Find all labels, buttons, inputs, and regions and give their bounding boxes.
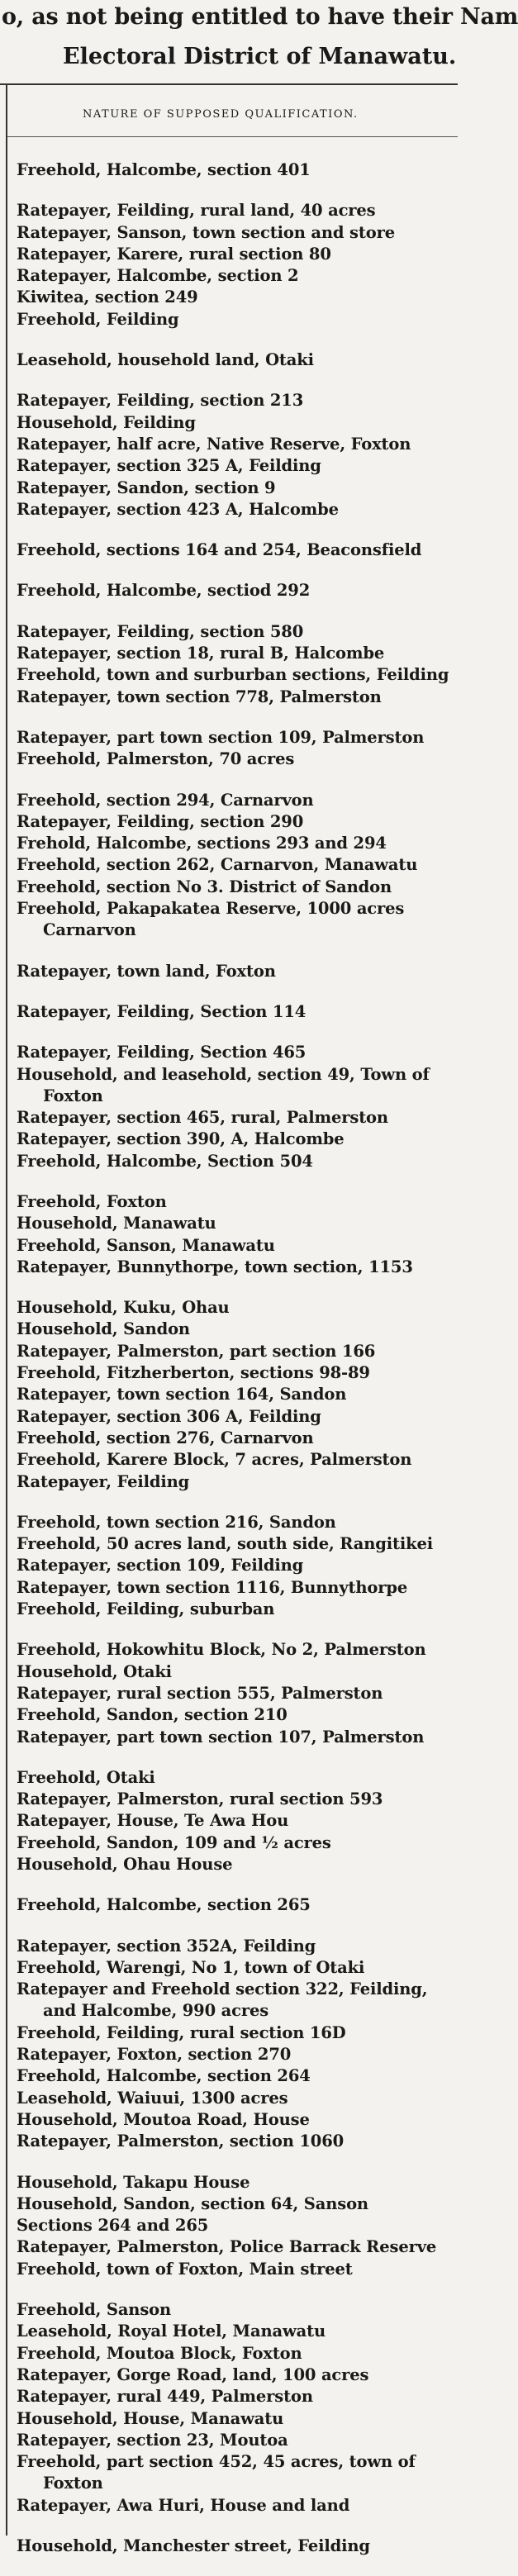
page-header-line-2: Electoral District of Manawatu.: [63, 44, 457, 69]
qualification-entry: Leasehold, Waiuui, 1300 acres: [17, 2088, 288, 2108]
qualification-entry: Leasehold, Royal Hotel, Manawatu: [17, 2322, 326, 2341]
qualification-entry: Ratepayer, part town section 107, Palmerston: [17, 1727, 425, 1747]
qualification-entry: Kiwitea, section 249: [17, 288, 198, 307]
qualification-entry: Freehold, town section 216, Sandon: [17, 1512, 336, 1532]
entry-group: [17, 539, 463, 561]
qualification-entry: Ratepayer, House, Te Awa Hou: [17, 1811, 289, 1831]
entry-group: [17, 961, 463, 982]
qualification-entry: Ratepayer, rural section 555, Palmerston: [17, 1683, 383, 1703]
qualification-entry: Ratepayer, Feilding, section 580: [17, 621, 304, 641]
entry-group: [17, 1042, 463, 1172]
qualification-entry: Ratepayer, Palmerston, rural section 593: [17, 1789, 383, 1809]
entry-group: [17, 580, 463, 601]
qualification-entry: Leasehold, household land, Otaki: [17, 350, 314, 370]
qualification-entry: Frehold, Halcombe, sections 293 and 294: [17, 834, 387, 853]
qualification-entry: Freehold, Moutoa Block, Foxton: [17, 2343, 302, 2363]
qualification-entry: Sections 264 and 265: [17, 2216, 209, 2236]
qualification-entry: Ratepayer, section 18, rural B, Halcombe: [17, 644, 385, 663]
qualification-entry: Household, Moutoa Road, House: [17, 2109, 310, 2129]
entry-group: [17, 390, 463, 520]
top-rule: [0, 83, 458, 85]
qualification-entry: Ratepayer, Karere, rural section 80: [17, 244, 331, 264]
entry-group: [17, 1936, 463, 2153]
qualification-entry: Household, Sandon, section 64, Sanson: [17, 2193, 368, 2213]
entry-group: [17, 1894, 463, 1916]
entry-group: [17, 1001, 463, 1023]
qualification-entry: Ratepayer, section 352A, Feilding: [17, 1936, 316, 1956]
column-header: NATURE OF SUPPOSED QUALIFICATION.: [83, 108, 359, 121]
qualification-entry: Ratepayer, section 306 A, Feilding: [17, 1406, 321, 1426]
qualification-entry: Household, Sandon: [17, 1319, 190, 1339]
qualification-entry: Ratepayer, Palmerston, section 1060: [17, 2132, 345, 2151]
qualification-entry: Ratepayer, section 390, A, Halcombe: [17, 1129, 345, 1149]
qualification-entry: Household, Feilding: [17, 412, 196, 432]
qualification-entry: Household, and leasehold, section 49, Town of: [17, 1064, 430, 1084]
qualification-entry: Freehold, town and surburban sections, Feilding: [17, 665, 449, 685]
qualification-entry: Ratepayer, town section 1116, Bunnythorpe: [17, 1577, 408, 1597]
qualification-entry: Freehold, Feilding: [17, 309, 179, 329]
qualification-entry: Freehold, Karere Block, 7 acres, Palmerston: [17, 1450, 412, 1470]
qualification-entry: Ratepayer, section 423 A, Halcombe: [17, 499, 339, 519]
qualification-entry: Ratepayer, half acre, Native Reserve, Foxton: [17, 434, 411, 454]
qualification-entry: Ratepayer, Halcombe, section 2: [17, 266, 299, 286]
qualification-entry: Freehold, Palmerston, 70 acres: [17, 749, 295, 769]
qualification-entry: Ratepayer, rural 449, Palmerston: [17, 2387, 313, 2407]
entry-group: [17, 159, 463, 181]
qualification-entry: and Halcombe, 990 acres: [43, 2001, 269, 2021]
entry-group: [17, 790, 463, 942]
qualification-entry: Freehold, Feilding, suburban: [17, 1599, 275, 1619]
qualification-entry: Ratepayer, Gorge Road, land, 100 acres: [17, 2365, 369, 2384]
entry-group: [17, 200, 463, 330]
qualification-entry: Freehold, 50 acres land, south side, Rangitikei: [17, 1534, 434, 1554]
qualification-entry: Freehold, Fitzherberton, sections 98-89: [17, 1363, 370, 1383]
qualification-entry: Ratepayer and Freehold section 322, Feilding,: [17, 1980, 428, 1999]
qualification-entry: Freehold, Otaki: [17, 1767, 155, 1787]
qualification-list: [17, 159, 463, 2576]
qualification-entry: Ratepayer, Feilding: [17, 1471, 190, 1491]
qualification-entry: Freehold, Halcombe, section 264: [17, 2066, 311, 2086]
qualification-entry: Freehold, Halcombe, Section 504: [17, 1151, 313, 1171]
left-column-rule: [6, 85, 7, 2536]
qualification-entry: Ratepayer, town section 778, Palmerston: [17, 687, 382, 706]
entry-group: [17, 1297, 463, 1493]
qualification-entry: Freehold, section No 3. District of Sandon: [17, 877, 392, 896]
qualification-entry: Freehold, Sandon, 109 and ½ acres: [17, 1832, 331, 1852]
qualification-entry: Ratepayer, section 23, Moutoa: [17, 2430, 288, 2450]
qualification-entry: Ratepayer, Awa Huri, House and land: [17, 2495, 350, 2515]
qualification-entry: Freehold, Halcombe, sectiod 292: [17, 581, 311, 601]
qualification-entry: Freehold, part section 452, 45 acres, town of: [17, 2452, 416, 2472]
header-rule: [7, 136, 458, 137]
qualification-entry: Freehold, section 294, Carnarvon: [17, 790, 314, 810]
qualification-entry: Freehold, Halcombe, section 265: [17, 1895, 311, 1915]
qualification-entry: Household, Ohau House: [17, 1855, 233, 1874]
qualification-entry: Household, Manchester street, Feilding: [17, 2536, 370, 2556]
qualification-entry: Freehold, Halcombe, section 401: [17, 160, 311, 179]
qualification-entry: Ratepayer, Sanson, town section and store: [17, 222, 395, 242]
entry-group: [17, 349, 463, 371]
entry-group: [17, 1191, 463, 1278]
qualification-entry: Freehold, Warengi, No 1, town of Otaki: [17, 1957, 365, 1977]
qualification-entry: Freehold, Sandon, section 210: [17, 1705, 288, 1725]
qualification-entry: Household, Manawatu: [17, 1214, 216, 1233]
qualification-entry: Household, House, Manawatu: [17, 2408, 284, 2428]
qualification-entry: Ratepayer, Bunnythorpe, town section, 1153: [17, 1257, 413, 1276]
qualification-entry: Ratepayer, Palmerston, Police Barrack Reserve: [17, 2237, 437, 2257]
qualification-entry: Ratepayer, Palmerston, part section 166: [17, 1341, 376, 1361]
qualification-entry: Ratepayer, town section 164, Sandon: [17, 1385, 347, 1404]
qualification-entry: Ratepayer, Feilding, rural land, 40 acres: [17, 201, 376, 221]
qualification-entry: Freehold, Sanson: [17, 2300, 172, 2320]
qualification-entry: Ratepayer, Feilding, section 290: [17, 811, 304, 831]
qualification-entry: Ratepayer, section 465, rural, Palmerston: [17, 1108, 388, 1128]
qualification-entry: Carnarvon: [43, 920, 136, 940]
qualification-entry: Ratepayer, Foxton, section 270: [17, 2045, 292, 2065]
qualification-entry: Freehold, section 262, Carnarvon, Manawatu: [17, 855, 418, 875]
entry-group: [17, 621, 463, 708]
qualification-entry: Freehold, Pakapakatea Reserve, 1000 acres: [17, 899, 405, 919]
entry-group: [17, 2172, 463, 2280]
qualification-entry: Freehold, Foxton: [17, 1191, 167, 1211]
qualification-entry: Foxton: [43, 2474, 103, 2493]
qualification-entry: Household, Otaki: [17, 1661, 172, 1681]
qualification-entry: Ratepayer, Feilding, section 213: [17, 391, 304, 411]
entry-group: [17, 1512, 463, 1620]
qualification-entry: Foxton: [43, 1086, 103, 1105]
qualification-entry: Freehold, Feilding, rural section 16D: [17, 2022, 346, 2042]
qualification-entry: Household, Kuku, Ohau: [17, 1298, 230, 1318]
qualification-entry: Ratepayer, Feilding, Section 465: [17, 1043, 307, 1062]
entry-group: [17, 1639, 463, 1747]
qualification-entry: Ratepayer, part town section 109, Palmerston: [17, 727, 425, 747]
entry-group: [17, 1767, 463, 1875]
qualification-entry: Ratepayer, section 109, Feilding: [17, 1556, 304, 1576]
qualification-entry: Household, Takapu House: [17, 2172, 250, 2192]
qualification-entry: Ratepayer, Sandon, section 9: [17, 478, 276, 497]
page-header-line-1: o, as not being entitled to have their Nam: [2, 4, 518, 30]
entry-group: [17, 727, 463, 771]
qualification-entry: Ratepayer, town land, Foxton: [17, 961, 276, 981]
qualification-entry: Freehold, sections 164 and 254, Beaconsfield: [17, 540, 422, 560]
qualification-entry: Freehold, Hokowhitu Block, No 2, Palmerston: [17, 1640, 426, 1660]
qualification-entry: Ratepayer, section 325 A, Feilding: [17, 456, 321, 476]
qualification-entry: Freehold, town of Foxton, Main street: [17, 2259, 353, 2279]
qualification-entry: Freehold, section 276, Carnarvon: [17, 1428, 314, 1447]
qualification-entry: Ratepayer, Feilding, Section 114: [17, 1001, 307, 1021]
qualification-entry: Freehold, Sanson, Manawatu: [17, 1235, 275, 1255]
entry-group: [17, 2299, 463, 2517]
entry-group: [17, 2536, 463, 2557]
